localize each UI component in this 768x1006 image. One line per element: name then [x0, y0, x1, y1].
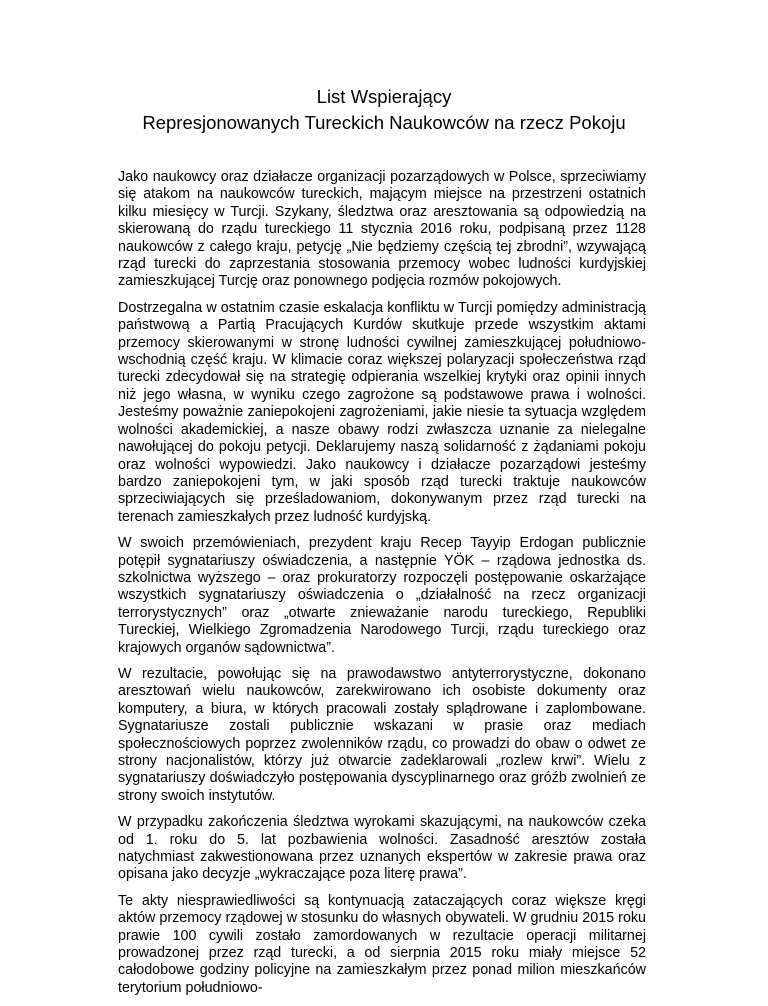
title-block [0, 84, 768, 136]
paragraph-6: Te akty niesprawiedliwości są kontynuacją zataczających coraz większe kręgi aktów przemocy rządowej w stosunku do własnych obywateli. W grudniu 2015 roku prawie 100 cywili zostało zamordowanych w rezultacie operacji militarnej prowadzonej przez rząd turecki, a od sierpnia 2015 roku miały miejsce 52 całodobowe godziny policyjne na zamieszkałym przez ponad milion mieszkańców terytorium południowo- [118, 892, 646, 996]
paragraph-1: Jako naukowcy oraz działacze organizacji pozarządowych w Polsce, sprzeciwiamy się atakom na naukowców tureckich, mającym miejsce na przestrzeni ostatnich kilku miesięcy w Turcji. Szykany, śledztwa oraz aresztowania są odpowiedzią na skierowaną do rządu tureckiego 11 stycznia 2016 roku, podpisaną przez 1128 naukowców z całego kraju, petycję „Nie będziemy częścią tej zbrodni”, wzywającą rząd turecki do zaprzestania stosowania przemocy wobec ludności kurdyjskiej zamieszkującej Turcję oraz ponownego podjęcia rozmów pokojowych. [118, 169, 646, 290]
paragraph-3: W swoich przemówieniach, prezydent kraju Recep Tayyip Erdogan publicznie potępił sygnatariuszy oświadczenia, a następnie YÖK – rządowa jednostka ds. szkolnictwa wyższego – oraz prokuratorzy rozpoczęli postępowanie oskarżające wszystkich sygnatariuszy oświadczenia o „działalność na rzecz organizacji terrorystycznych” oraz „otwarte znieważanie narodu tureckiego, Republiki Tureckiej, Wielkiego Zgromadzenia Narodowego Turcji, rządu tureckiego oraz krajowych organów sądownictwa”. [118, 535, 646, 656]
document-body [118, 169, 646, 1006]
document-title-line1: List Wspierający [316, 86, 452, 107]
paragraph-2: Dostrzegalna w ostatnim czasie eskalacja konfliktu w Turcji pomiędzy administracją państwową a Partią Pracujących Kurdów skutkuje przede wszystkim aktami przemocy skierowanymi w stronę ludności cywilnej zamieszkującej południowo-wschodnią część kraju. W klimacie coraz większej polaryzacji społeczeństwa rząd turecki zdecydował się na strategię odpierania wszelkiej krytyki oraz opinii innych niż jego własna, w wyniku czego zagrożone są podstawowe prawa i wolności. Jesteśmy poważnie zaniepokojeni zagrożeniami, jakie niesie ta sytuacja względem wolności akademickiej, a nasze obawy rodzi zwłaszcza uznanie za nielegalne nawołującej do pokoju petycji. Deklarujemy naszą solidarność z żądaniami pokoju oraz wolności wypowiedzi. Jako naukowcy i działacze pozarządowi jesteśmy bardzo zaniepokojeni tym, w jaki sposób rząd turecki traktuje naukowców sprzeciwiających się prześladowaniom, dokonywanym przez rząd turecki na terenach zamieszkałych przez ludność kurdyjską. [118, 299, 646, 525]
document-title-line2: Represjonowanych Tureckich Naukowców na rzecz Pokoju [142, 112, 626, 133]
paragraph-5: W przypadku zakończenia śledztwa wyrokami skazującymi, na naukowców czeka od 1. roku do 5. lat pozbawienia wolności. Zasadność aresztów została natychmiast zakwestionowana przez uznanych ekspertów w zakresie prawa oraz opisana jako decyzje „wykraczające poza literę prawa”. [118, 814, 646, 883]
paragraph-4: W rezultacie, powołując się na prawodawstwo antyterrorystyczne, dokonano aresztowań wielu naukowców, zarekwirowano ich osobiste dokumenty oraz komputery, a biura, w których pracowali zostały splądrowane i zaplombowane. Sygnatariusze zostali publicznie wskazani w prasie oraz mediach społecznościowych poprzez zwolenników rządu, co prowadzi do obaw o odwet ze strony nacjonalistów, którzy już otwarcie zadeklarowali „rozlew krwi”. Wielu z sygnatariuszy doświadczyło postępowania dyscyplinarnego oraz gróźb zwolnień ze strony swoich instytutów. [118, 665, 646, 804]
